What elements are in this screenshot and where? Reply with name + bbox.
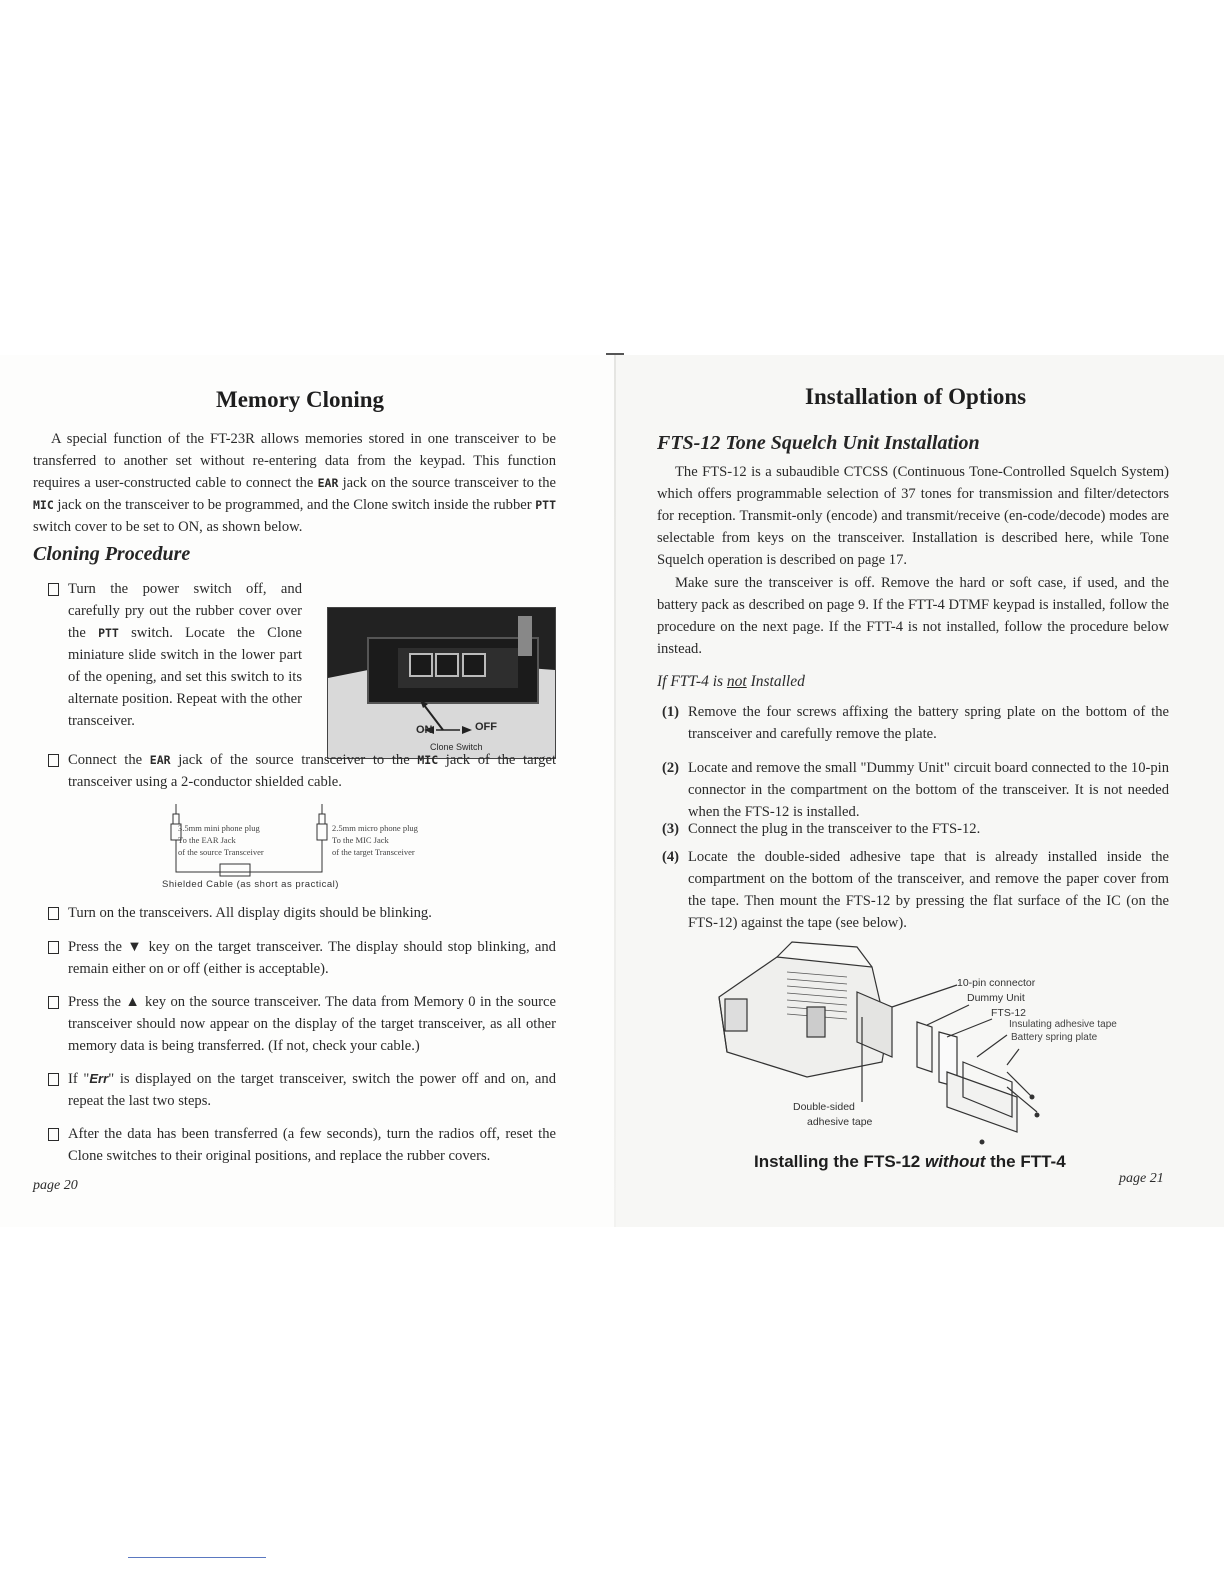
ear-label: EAR — [317, 476, 339, 490]
step-press-up: Press the ▲ key on the source transceiver. The data from Memory 0 in the source transceiver should now appear on the display of the target transceiver, as all other memory data is being transferred. (If not, check your cable.) — [68, 991, 556, 1057]
step-err: If "Err" is displayed on the target transceiver, switch the power off and on, and repeat the last two steps. — [68, 1068, 556, 1112]
on-label: ON — [416, 724, 433, 736]
cable-caption: Shielded Cable (as short as practical) — [162, 879, 339, 890]
label-dummy-unit: Dummy Unit — [967, 992, 1025, 1004]
checkbox-icon — [48, 941, 59, 954]
page-number: page 21 — [1119, 1171, 1164, 1186]
left-page — [0, 355, 615, 1227]
install-step-1: (1) Remove the four screws affixing the battery spring plate on the bottom of the transceiver and carefully remove the plate. — [662, 704, 1169, 742]
cable-diagram — [150, 802, 460, 894]
label-10-pin-connector: 10-pin connector — [957, 977, 1036, 989]
off-label: OFF — [475, 721, 497, 733]
page-gutter — [614, 355, 616, 1227]
page-title: Installation of Options — [805, 384, 1027, 409]
bottom-rule — [128, 1557, 266, 1558]
checkbox-icon — [48, 1128, 59, 1141]
checkbox-icon — [48, 996, 59, 1009]
step-turn-on: Turn on the transceivers. All display digits should be blinking. — [68, 902, 556, 924]
page-title: Memory Cloning — [216, 387, 385, 412]
clone-switch-photo — [327, 607, 556, 759]
checkbox-icon — [48, 583, 59, 596]
up-arrow-icon: ▲ — [125, 994, 141, 1010]
step-reset: After the data has been transferred (a few seconds), turn the radios off, reset the Clone switches to their original positions, and replace the rubber covers. — [68, 1123, 556, 1167]
section-heading: FTS-12 Tone Squelch Unit Installation — [657, 432, 980, 454]
clone-switch-illustration — [328, 608, 555, 758]
checkbox-icon — [48, 754, 59, 767]
intro-paragraph: A special function of the FT-23R allows memories stored in one transceiver to be transferred to another set without re-entering data from the keypad. This function requires a user-constructed cable to connect the EAR jack on the source transceiver to the MIC jack on the transceiver to be programmed, and the Clone switch inside the rubber PTT switch cover to be set to ON, as shown below. — [33, 431, 557, 535]
section-heading: Cloning Procedure — [33, 543, 191, 565]
mic-label: MIC — [33, 498, 54, 512]
intro-paragraph: The FTS-12 is a subaudible CTCSS (Continuous Tone-Controlled Squelch System) which offers programmable selection of 37 tones for transmission and filter/detectors for reception. Transmit-only (encode) and transmit/receive (en-code/decode) modes are selectable from keys on the transceiver. Installation is described here, while Tone Squelch operation is described on page 17. — [657, 464, 1169, 568]
transceiver-exploded-view — [707, 937, 1147, 1152]
book-spread — [0, 355, 1224, 1227]
install-step-3: (3) Connect the plug in the transceiver to the FTS-12. — [662, 821, 981, 837]
step-connect-cable: Connect the EAR jack of the source transceiver to the MIC jack of the target transceiver using a 2-conductor shielded cable. — [68, 749, 556, 793]
right-page — [615, 355, 1224, 1227]
label-battery-plate: Battery spring plate — [1011, 1032, 1098, 1043]
label-double-sided: Double-sided — [793, 1101, 855, 1113]
page-number: page 20 — [33, 1178, 78, 1193]
photo-caption: Clone Switch — [430, 742, 483, 752]
label-fts-12: FTS-12 — [991, 1007, 1027, 1019]
installation-diagram — [707, 937, 1147, 1152]
left-plug-labels: 3.5mm mini phone plug To the EAR Jack of the source Transceiver — [178, 823, 264, 857]
label-adhesive-tape: adhesive tape — [807, 1116, 873, 1128]
checkbox-icon — [48, 907, 59, 920]
label-insulating-tape: Insulating adhesive tape — [1009, 1019, 1117, 1030]
install-step-2: (2) Locate and remove the small "Dummy Unit" circuit board connected to the 10-pin connector in the compartment on the bottom of the transceiver. It is not needed when the FTS-12 is installed. — [662, 760, 1169, 820]
step-press-down: Press the ▼ key on the target transceiver. The display should stop blinking, and remain either on or off (either is acceptable). — [68, 936, 556, 980]
step-turn-power-off: Turn the power switch off, and carefully pry out the rubber cover over the PTT switch. Locate the Clone miniature slide switch in the lower part of the opening, and set this switch to its alternate position. Repeat with the other transceiver. — [68, 578, 302, 732]
right-plug-labels: 2.5mm micro phone plug To the MIC Jack of the target Transceiver — [332, 823, 418, 857]
second-paragraph: Make sure the transceiver is off. Remove the hard or soft case, if used, and the battery pack as described on page 9. If the FTT-4 DTMF keypad is installed, follow the procedure on the next page. If the FTT-4 is not installed, follow the procedure below instead. — [657, 575, 1169, 657]
ptt-label: PTT — [535, 498, 557, 512]
checkbox-icon — [48, 1073, 59, 1086]
install-step-4: (4) Locate the double-sided adhesive tape that is already installed inside the compartment on the bottom of the transceiver, and remove the paper cover from the tape. Then mount the FTS-12 by pressing the flat surface of the IC (on the FTS-12) against the tape (see below). — [662, 849, 1169, 931]
diagram-caption: Installing the FTS-12 without the FTT-4 — [754, 1152, 1066, 1171]
down-arrow-icon: ▼ — [127, 939, 144, 955]
subheading: If FTT-4 is not Installed — [657, 673, 805, 690]
